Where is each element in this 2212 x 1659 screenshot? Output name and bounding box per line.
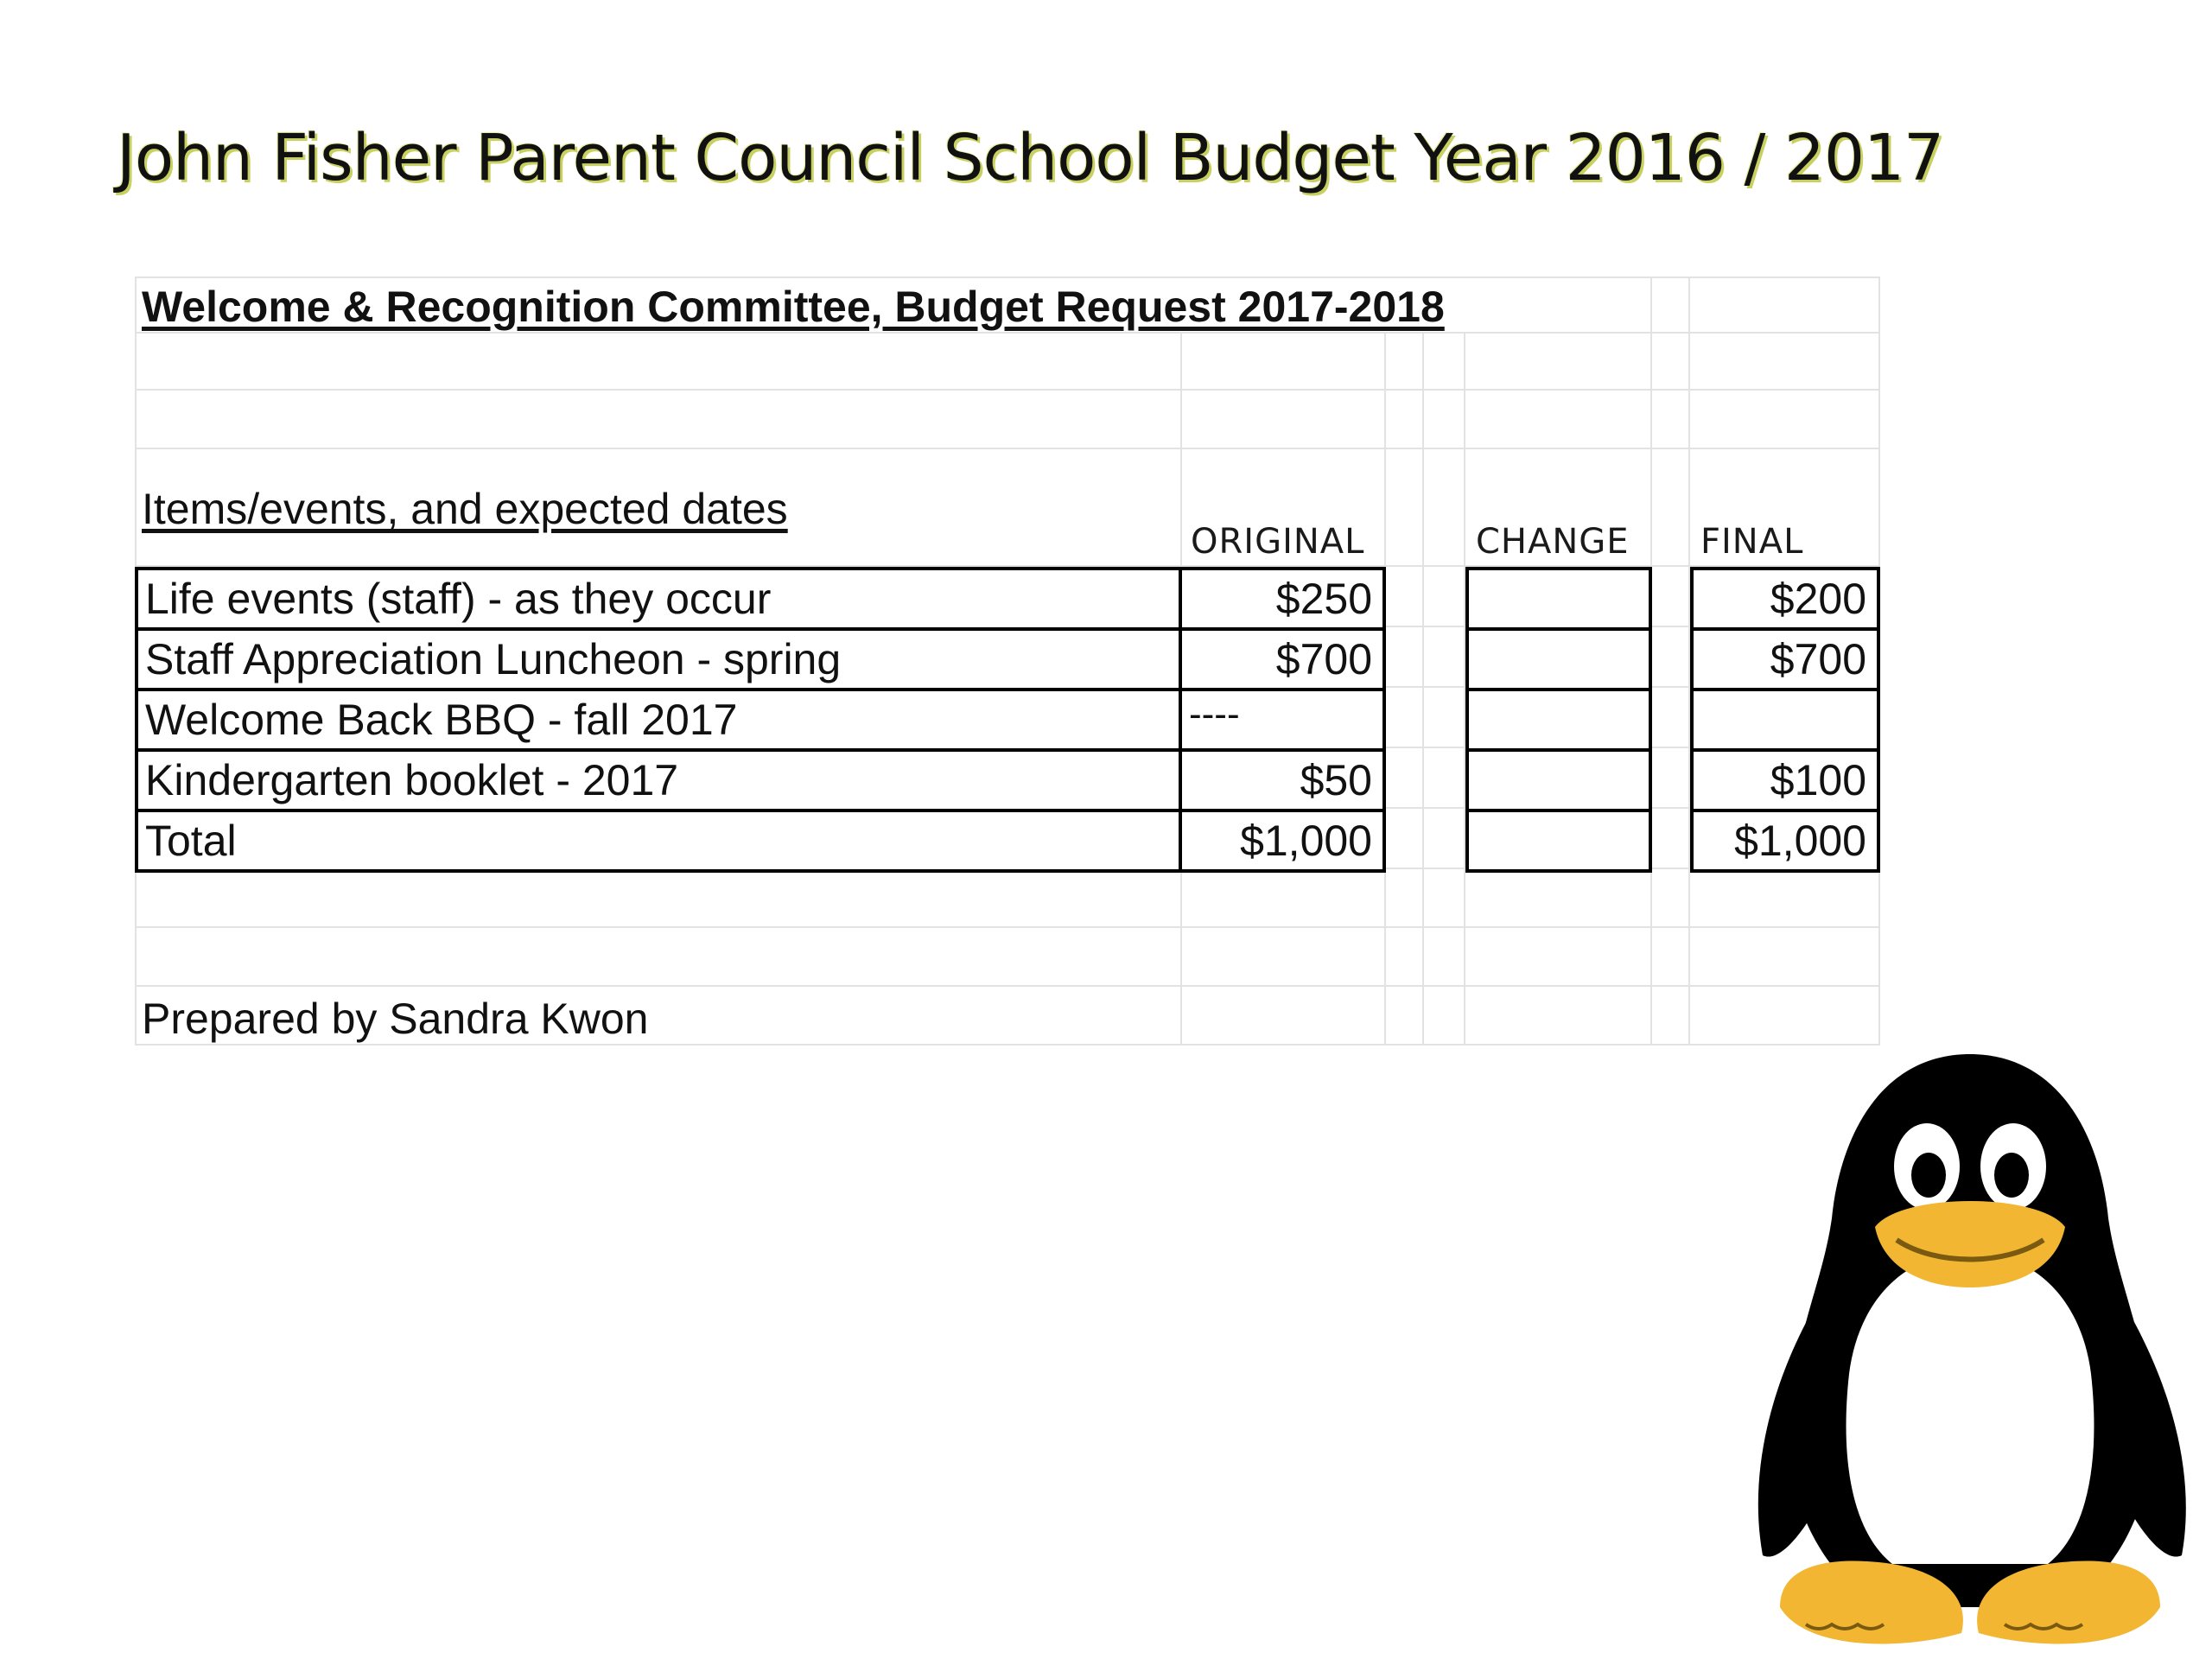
- original-amount-cell: [1179, 567, 1386, 631]
- slide-title: John Fisher Parent Council School Budget Year 2016 / 2017: [117, 121, 1944, 195]
- row-label: Kindergarten booklet - 2017: [145, 756, 679, 804]
- column-header-final: FINAL: [1700, 522, 1804, 562]
- final-amount: $100: [1770, 756, 1866, 804]
- change-amount-cell: [1465, 567, 1652, 631]
- final-amount-cell: [1690, 567, 1880, 631]
- final-total-cell: [1690, 809, 1880, 873]
- original-amount-cell: [1179, 627, 1386, 691]
- final-amount-cell: [1690, 748, 1880, 812]
- table-row-label-cell: [135, 567, 1182, 631]
- change-amount-cell: [1465, 748, 1652, 812]
- table-row-label-cell: [135, 748, 1182, 812]
- original-amount: $50: [1300, 756, 1372, 804]
- table-row-label-cell: [135, 627, 1182, 691]
- original-amount-cell: [1179, 688, 1386, 752]
- original-amount-dash: ----: [1189, 693, 1240, 735]
- penguin-icon: [1728, 1046, 2212, 1650]
- prepared-by: Prepared by Sandra Kwon: [142, 995, 649, 1043]
- budget-spreadsheet: [135, 276, 1880, 1046]
- penguin-right-pupil: [1994, 1153, 2029, 1198]
- final-amount: $200: [1770, 575, 1866, 623]
- final-total: $1,000: [1734, 817, 1866, 865]
- penguin-left-pupil: [1911, 1153, 1946, 1198]
- row-label: Staff Appreciation Luncheon - spring: [145, 635, 842, 683]
- total-row-label-cell: [135, 809, 1182, 873]
- change-amount-cell: [1465, 688, 1652, 752]
- original-amount: $250: [1275, 575, 1372, 623]
- column-header-original: ORIGINAL: [1191, 522, 1365, 562]
- original-total-cell: [1179, 809, 1386, 873]
- final-amount-cell: [1690, 627, 1880, 691]
- original-total: $1,000: [1240, 817, 1372, 865]
- column-header-change: CHANGE: [1476, 522, 1630, 562]
- row-label: Life events (staff) - as they occur: [145, 575, 772, 623]
- table-row-label-cell: [135, 688, 1182, 752]
- original-amount-cell: [1179, 748, 1386, 812]
- items-header: Items/events, and expected dates: [142, 485, 788, 533]
- committee-title: Welcome & Recognition Committee, Budget Request 2017-2018: [142, 283, 1445, 331]
- final-amount: $700: [1770, 635, 1866, 683]
- final-amount-cell: [1690, 688, 1880, 752]
- penguin-belly: [1847, 1253, 2094, 1564]
- change-amount-cell: [1465, 627, 1652, 691]
- original-amount: $700: [1275, 635, 1372, 683]
- row-label: Welcome Back BBQ - fall 2017: [145, 696, 738, 744]
- total-label: Total: [145, 817, 237, 865]
- change-total-cell: [1465, 809, 1652, 873]
